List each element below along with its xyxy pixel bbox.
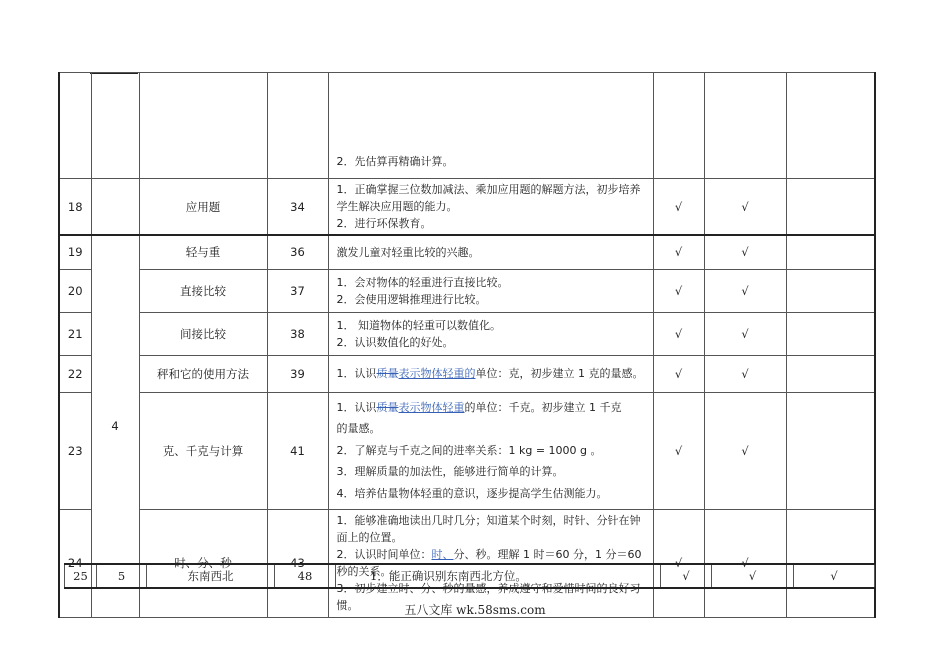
row-number: 18	[59, 179, 91, 236]
objective-line: 3．初步建立时、分、秒的量感，养成遵守和爱惜时间的良好习惯。	[336, 582, 641, 613]
tracked-deletion: 质量	[376, 401, 399, 415]
objective-text: 1．认识	[336, 367, 377, 381]
tracked-insertion: 时、	[431, 548, 454, 562]
objectives-cell	[328, 179, 653, 236]
table-row	[59, 179, 875, 236]
check-cell: √	[794, 564, 875, 588]
objective-text: 1．认识	[336, 401, 377, 415]
check-cell	[786, 179, 875, 236]
row-number	[59, 73, 91, 179]
objective-line: 1． 知道物体的轻重可以数值化。	[336, 318, 501, 332]
row-number: 19	[59, 235, 91, 269]
objective-text: 分、秒。理解 1 时＝60 分，1 分＝60 秒的关系。	[336, 548, 642, 579]
check-cell: √	[704, 509, 786, 617]
check-cell: √	[704, 179, 786, 236]
lesson-title	[139, 73, 267, 179]
objectives-cell	[328, 235, 653, 269]
table-row	[59, 73, 875, 179]
row-number: 20	[59, 269, 91, 312]
lesson-title: 东南西北	[147, 564, 275, 588]
row-number: 24	[59, 509, 91, 617]
lesson-title: 时、分、秒	[139, 509, 267, 617]
footer-watermark: 五八文库 wk.58sms.com	[404, 603, 546, 617]
table-row	[59, 355, 875, 392]
objective-line: 2．认识数值化的好处。	[336, 335, 454, 349]
unit-number: 4	[91, 235, 139, 617]
check-cell: √	[704, 392, 786, 509]
check-cell	[786, 355, 875, 392]
check-cell: √	[704, 312, 786, 355]
table-row	[59, 235, 875, 269]
objective-line	[337, 397, 645, 418]
objective-line: 1．会对物体的轻重进行直接比较。	[336, 275, 509, 289]
unit-cell	[91, 179, 139, 236]
check-cell	[786, 269, 875, 312]
objective-line: 2．会使用逻辑推理进行比较。	[336, 292, 487, 306]
table-row	[59, 269, 875, 312]
check-cell: √	[653, 392, 704, 509]
row-number: 22	[59, 355, 91, 392]
lesson-title: 秤和它的使用方法	[139, 355, 267, 392]
tracked-insertion: 表示物体轻重	[398, 401, 465, 415]
check-cell	[653, 73, 704, 179]
lesson-title: 间接比较	[139, 312, 267, 355]
row-number: 23	[59, 392, 91, 509]
check-cell: √	[653, 355, 704, 392]
page-number: 39	[267, 355, 328, 392]
objective-line: 3．理解质量的加法性，能够进行简单的计算。	[336, 465, 564, 479]
page-number: 34	[267, 179, 328, 236]
check-cell: √	[653, 509, 704, 617]
check-cell: √	[704, 269, 786, 312]
check-cell: √	[653, 312, 704, 355]
lesson-plan-table-continued	[64, 563, 875, 589]
tracked-insertion: 表示物体轻重的	[398, 367, 476, 381]
check-cell: √	[704, 235, 786, 269]
objective-text: 2．认识时间单位：	[336, 548, 432, 562]
table-row	[59, 392, 875, 509]
check-cell	[704, 73, 786, 179]
lesson-title: 直接比较	[139, 269, 267, 312]
check-cell	[786, 73, 875, 179]
lesson-title: 克、千克与计算	[139, 392, 267, 509]
check-cell: √	[661, 564, 712, 588]
row-number: 25	[65, 564, 97, 588]
objective-line: 2．了解克与千克之间的进率关系：1 kg = 1000 g 。	[336, 443, 602, 457]
objective-text: 单位：克，初步建立 1 克的量感。	[475, 367, 644, 381]
page-number: 48	[275, 564, 336, 588]
objectives-cell	[328, 355, 653, 392]
check-cell: √	[712, 564, 794, 588]
page-number	[267, 73, 328, 179]
page-number: 38	[267, 312, 328, 355]
objectives-cell	[328, 73, 653, 179]
objectives-cell	[328, 312, 653, 355]
check-cell	[786, 392, 875, 509]
check-cell: √	[704, 355, 786, 392]
objective-line: 4．培养估量物体轻重的意识，逐步提高学生估测能力。	[336, 486, 608, 500]
check-cell: √	[653, 235, 704, 269]
check-cell: √	[653, 269, 704, 312]
table-row	[59, 312, 875, 355]
objective-text: 的单位：千克。初步建立 1 千克	[464, 401, 622, 415]
page-number: 41	[267, 392, 328, 509]
tracked-deletion: 质量	[376, 367, 399, 381]
objective-line: 1．正确掌握三位数加减法、乘加应用题的解题方法，初步培养学生解决应用题的能力。	[336, 183, 641, 214]
table-row	[65, 564, 875, 588]
objectives-cell: 1．能正确识别东南西北方位。	[336, 564, 661, 588]
row-number: 21	[59, 312, 91, 355]
lesson-title: 轻与重	[139, 235, 267, 269]
objective-line: 2．进行环保教育。	[336, 217, 432, 231]
page-number: 43	[267, 509, 328, 617]
unit-cell	[91, 73, 139, 179]
objective-line: 激发儿童对轻重比较的兴趣。	[336, 245, 480, 259]
objective-line: 1．能够准确地读出几时几分；知道某个时刻，时针、分针在钟面上的位置。	[336, 514, 641, 545]
page-number: 36	[267, 235, 328, 269]
check-cell	[786, 312, 875, 355]
check-cell	[786, 235, 875, 269]
lesson-plan-table	[58, 72, 876, 618]
objectives-cell	[328, 392, 653, 509]
objective-line: 2．先估算再精确计算。	[336, 154, 454, 168]
objectives-cell	[328, 269, 653, 312]
unit-number: 5	[97, 564, 147, 588]
page-number: 37	[267, 269, 328, 312]
check-cell: √	[653, 179, 704, 236]
objective-line: 的量感。	[336, 422, 381, 436]
lesson-title: 应用题	[139, 179, 267, 236]
